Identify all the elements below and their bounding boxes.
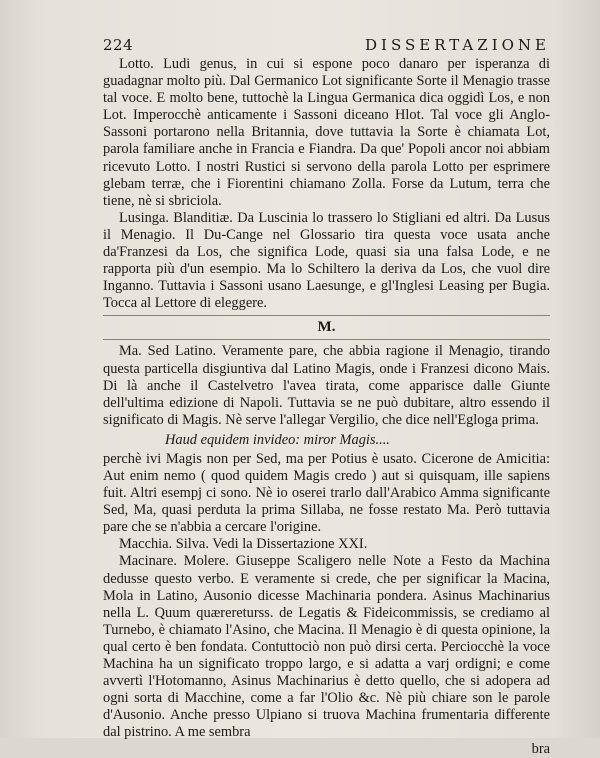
running-title: DISSERTAZIONE <box>365 36 550 54</box>
section-rule <box>103 315 550 316</box>
section-heading: M. <box>317 319 336 336</box>
entry-macchia: Macchia. Silva. Vedi la Dissertazione XXI. <box>119 536 368 553</box>
section-rule-bottom <box>103 339 550 340</box>
entry-lotto: Lotto. Ludi genus, in cui si espone poco danaro per isperanza di guadagnar molto più. Dal Germanico Lot significante Sorte il Menagio trasse tal voce. E molto bene, tuttochè la Lingua Germanica dica oggidì Los, e non Lot. Imperocchè anticamente i Sassoni diceano Hlot. Tal voce gli Anglo-Sassoni portarono nella Britannia, dove tuttavia la Sorte è chiamata Lot, parola familiare anche in Francia e Fiandra. Da que' Popoli ancor noi abbiam ricevuto Lotto. I nostri Rustici si servono della parola Lotto per esprimere glebam terræ, che i Fiorentini chiamano Zolla. Forse da Lutum, terra che tiene, nè si sbriciola. <box>103 56 550 209</box>
entry-macinare: Macinare. Molere. Giuseppe Scaligero nelle Note a Festo da Machina dedusse questo verbo. E veramente si crede, che per significar la Macina, Mola in Latino, Ausonio dicesse Machinaria pondera. Asinus Machinarius nella L. Quum quærereturss. de Legatis & Fideicommissis, se crediamo al Turnebo, è chiamato l'Asino, che Macina. Il Menagio è di questa opinione, la qual certo è ben fondata. Contuttociò non può dirsi certa. Perciocchè la voce Machina ha un significato troppo largo, e si adatta a varj ordigni; e come avvertì l'Hotomanno, Asinus Machinarius è detto quello, che si adopera ad ogni sorta di Macchine, come a far l'Olio &c. Nè più chiare son le parole d'Ausonio. Anche presso Ulpiano si truova Machina frumentaria differente dal pistrino. A me sembra <box>103 553 550 741</box>
entry-ma-continued: perchè ivi Magis non per Sed, ma per Potius è usato. Cicerone de Amicitia: Aut enim nemo ( quod quidem Magis credo ) aut si quisquam, ille sapiens fuit. Altri esempj ci sono. Nè io oserei trarlo dall'Arabico Amma significante Sed, Ma, quasi perduta la prima Sillaba, ne fosse restato Ma. Però tuttavia pare che se n'abbia a cercare l'origine. <box>103 450 550 536</box>
verse-quotation: Haud equidem invideo: miror Magis.... <box>165 431 390 448</box>
catchword: bra <box>531 741 550 758</box>
entry-ma: Ma. Sed Latino. Veramente pare, che abbia ragione il Menagio, tirando questa particella disgiuntiva dal Latino Magis, onde i Franzesi dicono Mais. Di là anche il Castelvetro l'avea tirata, come apparisce dalle Giunte dell'ultima edizione di Napoli. Tuttavia se ne può dubitare, altro essendo il significato di Magis. Nè serve l'allegar Vergilio, che dice nell'Egloga prima. <box>103 343 550 428</box>
entry-lusinga: Lusinga. Blanditiæ. Da Luscinia lo trassero lo Stigliani ed altri. Da Lusus il Menagio. Il Du-Cange nel Glossario tira questa voce usata anche da'Franzesi da Los, che significa Lode, quasi sia una falsa Lode, e ne rapporta più d'un esempio. Ma lo Schiltero la deriva da Los, che vuol dire Inganno. Tuttavia i Sassoni usano Laesunge, e gl'Inglesi Leasing per Bugia. Tocca al Lettore di eleggere. <box>103 209 550 312</box>
running-header <box>103 36 550 54</box>
page-number: 224 <box>103 36 134 54</box>
